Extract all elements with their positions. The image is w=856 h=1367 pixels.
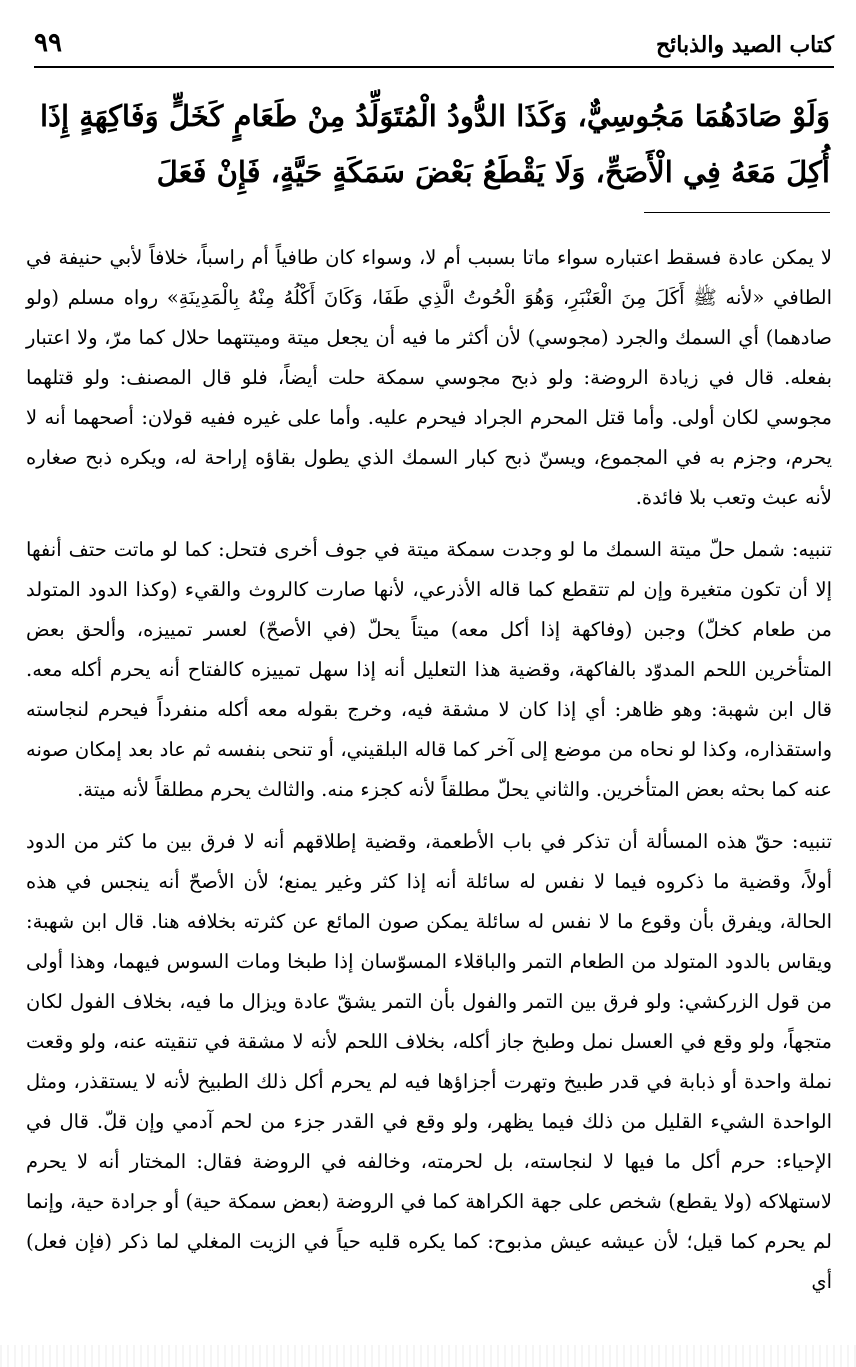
commentary bbox=[26, 238, 832, 1302]
main-text: وَلَوْ صَادَهُمَا مَجُوسِيٌّ، وَكَذَا الدُّودُ الْمُتَوَلِّدُ مِنْ طَعَامٍ كَخَلٍّ وَفَاكِهَةٍ إِذَا أُكِلَ مَعَهُ فِي الْأَصَحِّ، وَلَا يَقْطَعُ بَعْضَ سَمَكَةٍ حَيَّةٍ، فَإِنْ فَعَلَ bbox=[40, 99, 830, 189]
commentary-divider bbox=[644, 212, 830, 213]
page-header bbox=[34, 26, 834, 68]
page-number: ٩٩ bbox=[34, 28, 62, 58]
running-title: كتاب الصيد والذبائح bbox=[655, 32, 834, 58]
commentary-paragraph: تنبيه: شمل حلّ ميتة السمك ما لو وجدت سمكة ميتة في جوف أخرى فتحل: كما لو ماتت حتف أنفها إلا أن تكون متغيرة وإن لم تتقطع كما قاله الأذرعي، لأنها صارت كالروث والقيء (وكذا الدود المتولد من طعام كخلّ) وجبن (وفاكهة إذا أكل معه) ميتاً يحلّ (في الأصحّ) لعسر تمييزه، وألحق بعض المتأخرين اللحم المدوّد بالفاكهة، وقضية هذا التعليل أنه إذا سهل تمييزه كالفتاح أنه يحرم أكله معه. قال ابن شهبة: وهو ظاهر: أي إذا كان لا مشقة فيه، وخرج بقوله معه أكله منفرداً فيحرم لنجاسته واستقذاره، وكذا لو نحاه من موضع إلى آخر كما قاله البلقيني، أو تنحى بنفسه ثم عاد بعد إمكان صونه عنه كما بحثه بعض المتأخرين. والثاني يحلّ مطلقاً لأنه كجزء منه. والثالث يحرم مطلقاً لأنه ميتة. bbox=[26, 538, 832, 801]
scan-edge bbox=[0, 1345, 856, 1367]
commentary-paragraph: لا يمكن عادة فسقط اعتباره سواء ماتا بسبب أم لا، وسواء كان طافياً أم راسباً، خلافاً لأبي حنيفة في الطافي «لأنه ﷺ أَكَلَ مِنَ الْعَنْبَرِ، وَهُوَ الْحُوتُ الَّذِي طَفَا، وَكَانَ أَكْلُهُ مِنْهُ بِالْمَدِينَةِ» رواه مسلم (ولو صادهما) أي السمك والجرد (مجوسي) لأن أكثر ما فيه أن يجعل ميتة وميتتهما حلال كما مرّ، ولا اعتبار بفعله. قال في زيادة الروضة: ولو ذبح مجوسي سمكة حلت أيضاً، فلو قال المصنف: ولو قتلهما مجوسي لكان أولى. وأما قتل المحرم الجراد فيحرم عليه. وأما على غيره ففيه قولان: أصحهما أنه لا يحرم، وجزم به في المجموع، ويسنّ ذبح كبار السمك الذي يطول بقاؤه إراحة له، ويكره ذبح صغاره لأنه عبث وتعب بلا فائدة. bbox=[26, 246, 832, 509]
commentary-paragraph: تنبيه: حقّ هذه المسألة أن تذكر في باب الأطعمة، وقضية إطلاقهم أنه لا فرق بين ما كثر من الدود أولاً، وقضية ما ذكروه فيما لا نفس له سائلة أنه إذا كثر وغير يمنع؛ لأن الأصحّ أنه ينجس في هذه الحالة، ويفرق بأن وقوع ما لا نفس له سائلة يمكن صون المائع عن كثرته بخلافه هنا. قال ابن شهبة: ويقاس بالدود المتولد من الطعام التمر والباقلاء المسوّسان إذا طبخا ومات السوس فيهما، وهذا أولى من قول الزركشي: ولو فرق بين التمر والفول بأن التمر يشقّ عادة ويزال ما فيه، بخلاف الفول لكان متجهاً، ولو وقع في العسل نمل وطبخ جاز أكله، بخلاف اللحم لأنه لا مشقة في تنقيته عنه، ولو وقعت نملة واحدة أو ذبابة في قدر طبيخ وتهرت أجزاؤها فيه لم يحرم أكل ذلك الطبيخ لأنه لا يستقذر، ومثل الواحدة الشيء القليل من ذلك فيما يظهر، ولو وقع في القدر جزء من لحم آدمي وإن قلّ. قال في الإحياء: حرم أكل ما فيها لا لنجاسته، بل لحرمته، وخالفه في الروضة فقال: المختار أنه لا يحرم لاستهلاكه (ولا يقطع) شخص على جهة الكراهة كما في الروضة (بعض سمكة حية) أو جرادة حية، وإنما لم يحرم كما قيل؛ لأن عيشه عيش مذبوح: كما يكره قليه حياً في الزيت المغلي لما ذكر (فإن فعل) أي bbox=[26, 830, 832, 1293]
